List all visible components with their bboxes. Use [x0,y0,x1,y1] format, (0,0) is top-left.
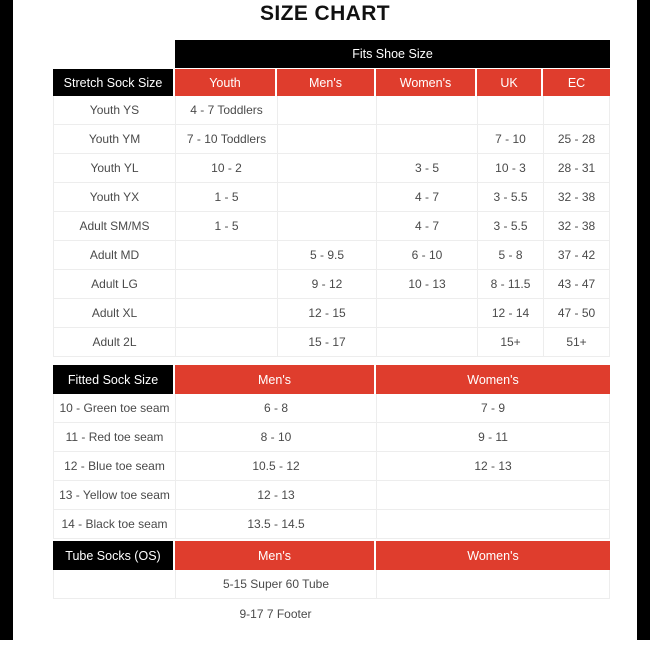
table-cell: Adult 2L [53,328,175,357]
table-cell: 12 - Blue toe seam [53,452,175,481]
table-cell [175,270,277,299]
table-cell: 28 - 31 [543,154,610,183]
tube-rows [53,570,610,628]
table-cell: Adult LG [53,270,175,299]
table-cell: 3 - 5 [376,154,477,183]
table-cell: 32 - 38 [543,183,610,212]
page-title: SIZE CHART [260,2,390,25]
table-cell [277,154,376,183]
table-cell: 15 - 17 [277,328,376,357]
table-cell: 32 - 38 [543,212,610,241]
column-header-uk: UK [477,69,543,96]
fitted-column-header-womens: Women's [376,365,610,394]
table-row [53,241,610,270]
table-cell: 5 - 8 [477,241,543,270]
table-row [53,599,610,628]
column-header-womens: Women's [376,69,477,96]
table-cell: 13 - Yellow toe seam [53,481,175,510]
table-cell [477,96,543,125]
table-cell: Adult XL [53,299,175,328]
column-header-mens: Men's [277,69,376,96]
page-edge-left [0,0,13,640]
table-cell: 10 - 3 [477,154,543,183]
table-cell: 7 - 9 [376,394,610,423]
table-row [53,270,610,299]
table-cell: 13.5 - 14.5 [175,510,376,539]
table-cell [543,96,610,125]
table-cell: 11 - Red toe seam [53,423,175,452]
fits-shoe-size-banner: Fits Shoe Size [175,40,610,68]
table-cell: Adult SM/MS [53,212,175,241]
table-row [53,481,610,510]
table-cell: 14 - Black toe seam [53,510,175,539]
table-cell: 12 - 15 [277,299,376,328]
table-row [53,394,610,423]
stretch-section-label: Stretch Sock Size [53,69,175,96]
page-edge-right [637,0,650,640]
fitted-rows [53,394,610,539]
table-cell [277,125,376,154]
table-cell [376,96,477,125]
table-row [53,212,610,241]
table-cell: 4 - 7 Toddlers [175,96,277,125]
table-cell [53,570,175,599]
table-cell: 1 - 5 [175,183,277,212]
table-cell [376,481,610,510]
table-row [53,510,610,539]
table-cell: 4 - 7 [376,212,477,241]
table-cell: Youth YL [53,154,175,183]
table-cell [376,510,610,539]
table-cell: 10 - Green toe seam [53,394,175,423]
column-header-youth: Youth [175,69,277,96]
table-cell: Youth YM [53,125,175,154]
table-cell: 12 - 13 [376,452,610,481]
table-cell: 7 - 10 Toddlers [175,125,277,154]
table-cell: 9 - 11 [376,423,610,452]
table-cell [376,328,477,357]
table-cell [175,299,277,328]
tube-header-row [53,541,610,570]
table-row [53,570,610,599]
table-cell [175,241,277,270]
fitted-section-label: Fitted Sock Size [53,365,175,394]
column-header-ec: EC [543,69,610,96]
table-cell: 8 - 10 [175,423,376,452]
table-cell: 6 - 8 [175,394,376,423]
tube-column-header-womens: Women's [376,541,610,570]
fitted-column-header-mens: Men's [175,365,376,394]
table-cell: 8 - 11.5 [477,270,543,299]
table-cell: 47 - 50 [543,299,610,328]
table-row [53,328,610,357]
table-row [53,125,610,154]
table-cell [376,599,610,628]
table-cell: 3 - 5.5 [477,212,543,241]
table-cell [175,328,277,357]
table-cell: 25 - 28 [543,125,610,154]
table-cell [376,125,477,154]
fits-shoe-size-banner-row [53,40,610,68]
table-row [53,96,610,125]
table-cell: 5 - 9.5 [277,241,376,270]
table-cell: Adult MD [53,241,175,270]
table-cell [376,570,610,599]
stretch-rows [53,96,610,357]
table-cell: 10 - 2 [175,154,277,183]
table-cell: 15+ [477,328,543,357]
table-cell [277,96,376,125]
table-cell: 37 - 42 [543,241,610,270]
table-row [53,154,610,183]
table-cell: Youth YX [53,183,175,212]
table-row [53,423,610,452]
table-cell: 7 - 10 [477,125,543,154]
table-cell [277,212,376,241]
table-cell: 9 - 12 [277,270,376,299]
table-row [53,183,610,212]
table-cell: 5-15 Super 60 Tube [175,570,376,599]
table-row [53,452,610,481]
table-cell: 12 - 14 [477,299,543,328]
table-cell: 43 - 47 [543,270,610,299]
fitted-header-row [53,365,610,394]
tube-column-header-mens: Men's [175,541,376,570]
stretch-header-row [53,69,610,96]
table-cell: 6 - 10 [376,241,477,270]
table-cell: 12 - 13 [175,481,376,510]
table-cell: 10 - 13 [376,270,477,299]
table-row [53,299,610,328]
table-cell: 51+ [543,328,610,357]
size-chart-table [53,40,610,628]
table-cell: 4 - 7 [376,183,477,212]
table-cell [376,299,477,328]
table-cell: 1 - 5 [175,212,277,241]
table-cell: 3 - 5.5 [477,183,543,212]
table-cell [277,183,376,212]
tube-section-label: Tube Socks (OS) [53,541,175,570]
table-cell [53,599,175,628]
table-cell: 9-17 7 Footer [175,599,376,628]
table-cell: Youth YS [53,96,175,125]
table-cell: 10.5 - 12 [175,452,376,481]
